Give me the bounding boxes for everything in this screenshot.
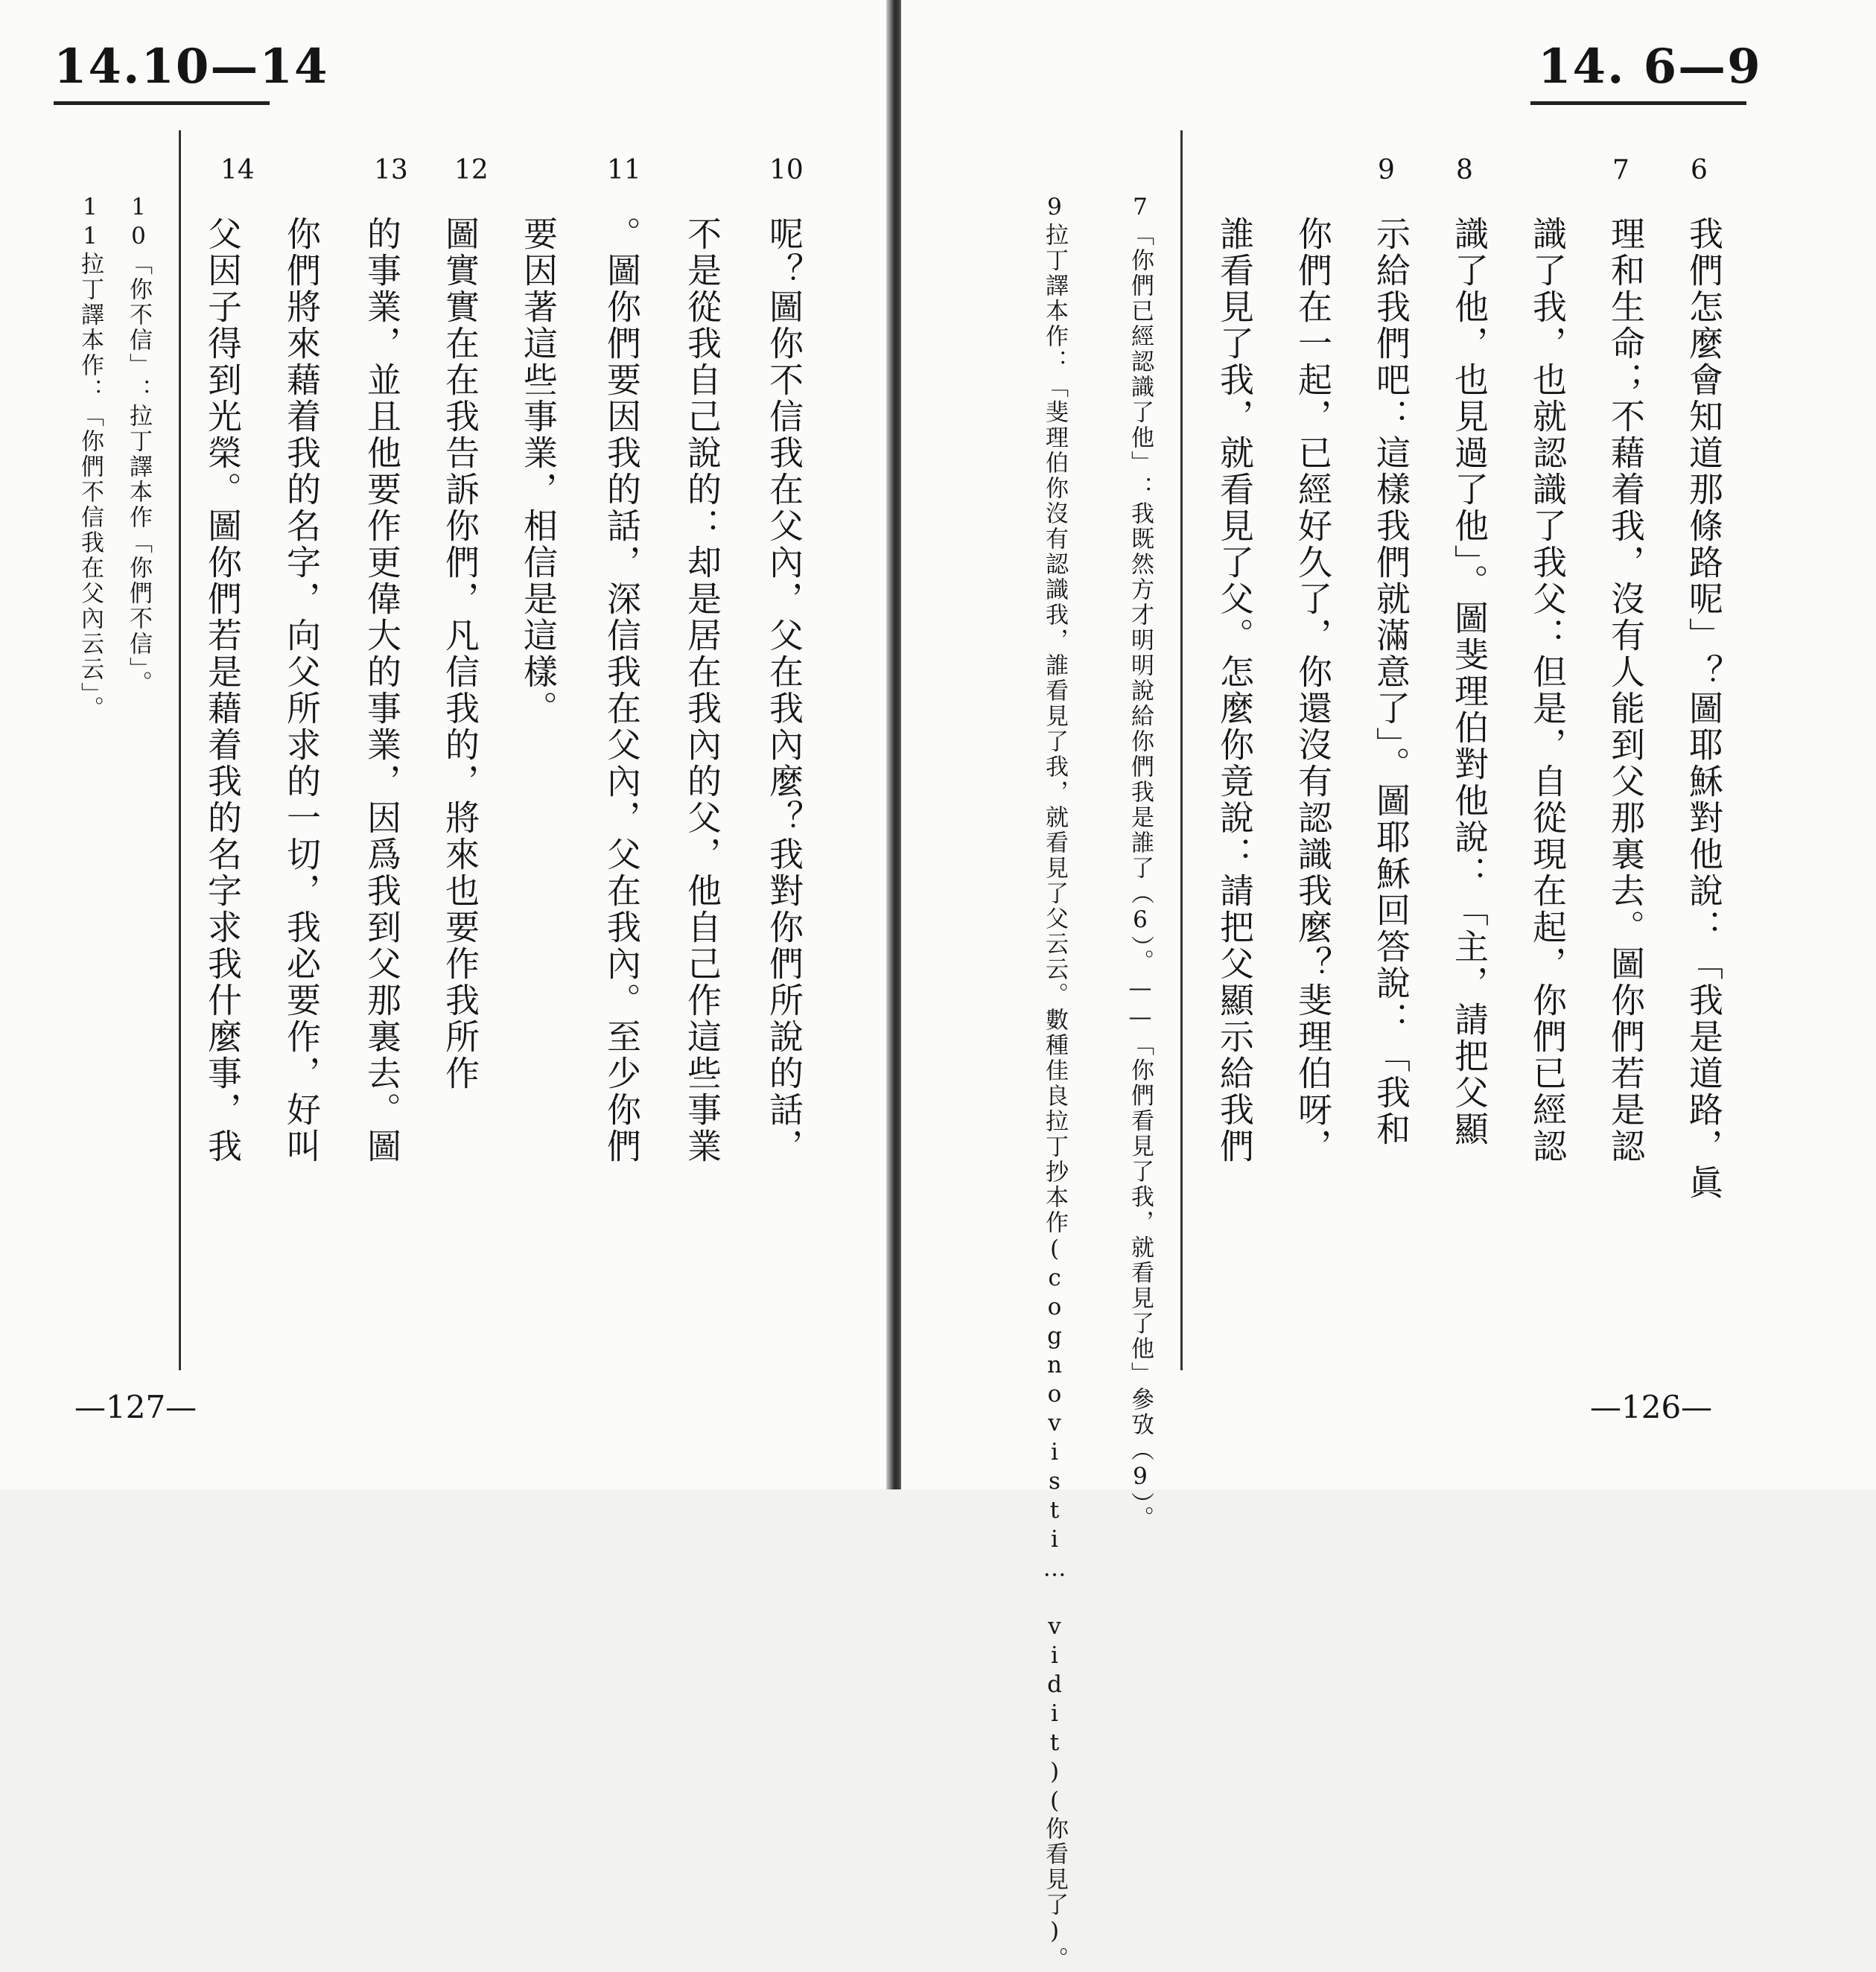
- text-column: 你們在一起，已經好久了，你還沒有認識我麼？斐理伯呀，: [1293, 216, 1333, 1165]
- verse-number: 7: [1612, 155, 1629, 185]
- left-page: [0, 0, 890, 1489]
- footnote: [77, 194, 104, 1385]
- footnote: [1127, 194, 1154, 1531]
- right-page: [901, 0, 1876, 1972]
- running-head-left: 14.10—14: [54, 39, 329, 95]
- text-column: 的事業，並且他要作更偉大的事業，因爲我到父那裏去。圖: [362, 216, 402, 1165]
- text-column: 誰看見了我，就看見了父。怎麼你竟說：請把父顯示給我們: [1215, 216, 1255, 1165]
- text-column: 你們將來藉着我的名字，向父所求的一切，我必要作，好叫: [282, 216, 322, 1165]
- verse-number: 6: [1691, 155, 1708, 185]
- footnote-number: 10: [125, 194, 152, 252]
- text-column: 呢？圖你不信我在父內，父在我內麼？我對你們所說的話，: [764, 216, 804, 1165]
- verse-number: 8: [1456, 155, 1473, 185]
- header-rule: [54, 101, 270, 105]
- verse-number: 12: [454, 155, 489, 185]
- text-column: 示給我們吧：這樣我們就滿意了」。圖耶穌回答說：「我和: [1371, 216, 1411, 1148]
- footnote-number: 9: [1041, 194, 1068, 223]
- text-column: 我們怎麼會知道那條路呢」？圖耶穌對他說：「我是道路，眞: [1684, 216, 1724, 1201]
- text-column: 不是從我自己說的：却是居在我內的父，他自己作這些事業: [682, 216, 722, 1165]
- verse-number: 9: [1378, 155, 1395, 185]
- running-head-right: 14. 6—9: [1538, 39, 1762, 95]
- footnote-text: 拉丁譯本作：「你們不信我在父內云云」。: [77, 252, 104, 722]
- text-column: 父因子得到光榮。圖你們若是藉着我的名字求我什麼事，我: [203, 216, 243, 1165]
- verse-number: 13: [374, 155, 408, 185]
- footnote-number: 7: [1127, 194, 1154, 223]
- text-column: 識了我，也就認識了我父：但是，自從現在起，你們已經認: [1527, 216, 1568, 1165]
- notes-divider: [179, 130, 181, 1370]
- verse-number: 14: [220, 155, 255, 185]
- text-column: 要因著這些事業，相信是這樣。: [518, 216, 559, 727]
- footnote-text: 「你們已經認識了他」：我既然方才明明說給你們我是誰了（6）。——「你們看見了我，就看見了他」參攷（9）。: [1127, 223, 1154, 1531]
- footnote-text: 「你不信」：拉丁譯本作「你們不信」。: [125, 252, 152, 696]
- notes-divider: [1180, 130, 1183, 1370]
- text-column: 。圖你們要因我的話，深信我在父內，父在我內。至少你們: [602, 216, 642, 1165]
- footnote: [1041, 194, 1068, 1972]
- verse-number: 10: [769, 155, 804, 185]
- text-column: 圖實實在在我告訴你們，凡信我的，將來也要作我所作: [440, 216, 480, 1092]
- footnote: [127, 194, 150, 1385]
- header-rule: [1530, 101, 1746, 105]
- verse-number: 11: [607, 155, 641, 185]
- footnote-text: 拉丁譯本作：「斐理伯你沒有認識我，誰看見了我，就看見了父云云。數種佳良拉丁抄本作(cognovisti… vidit)(你看見了)。: [1041, 223, 1068, 1972]
- text-column: 識了他，也見過了他」。圖斐理伯對他說：「主，請把父顯: [1449, 216, 1489, 1148]
- page-number-right: —126—: [1590, 1389, 1713, 1425]
- text-column: 理和生命；不藉着我，沒有人能到父那裏去。圖你們若是認: [1606, 216, 1646, 1165]
- footnote-number: 11: [77, 194, 104, 252]
- page-number-left: —127—: [74, 1389, 197, 1425]
